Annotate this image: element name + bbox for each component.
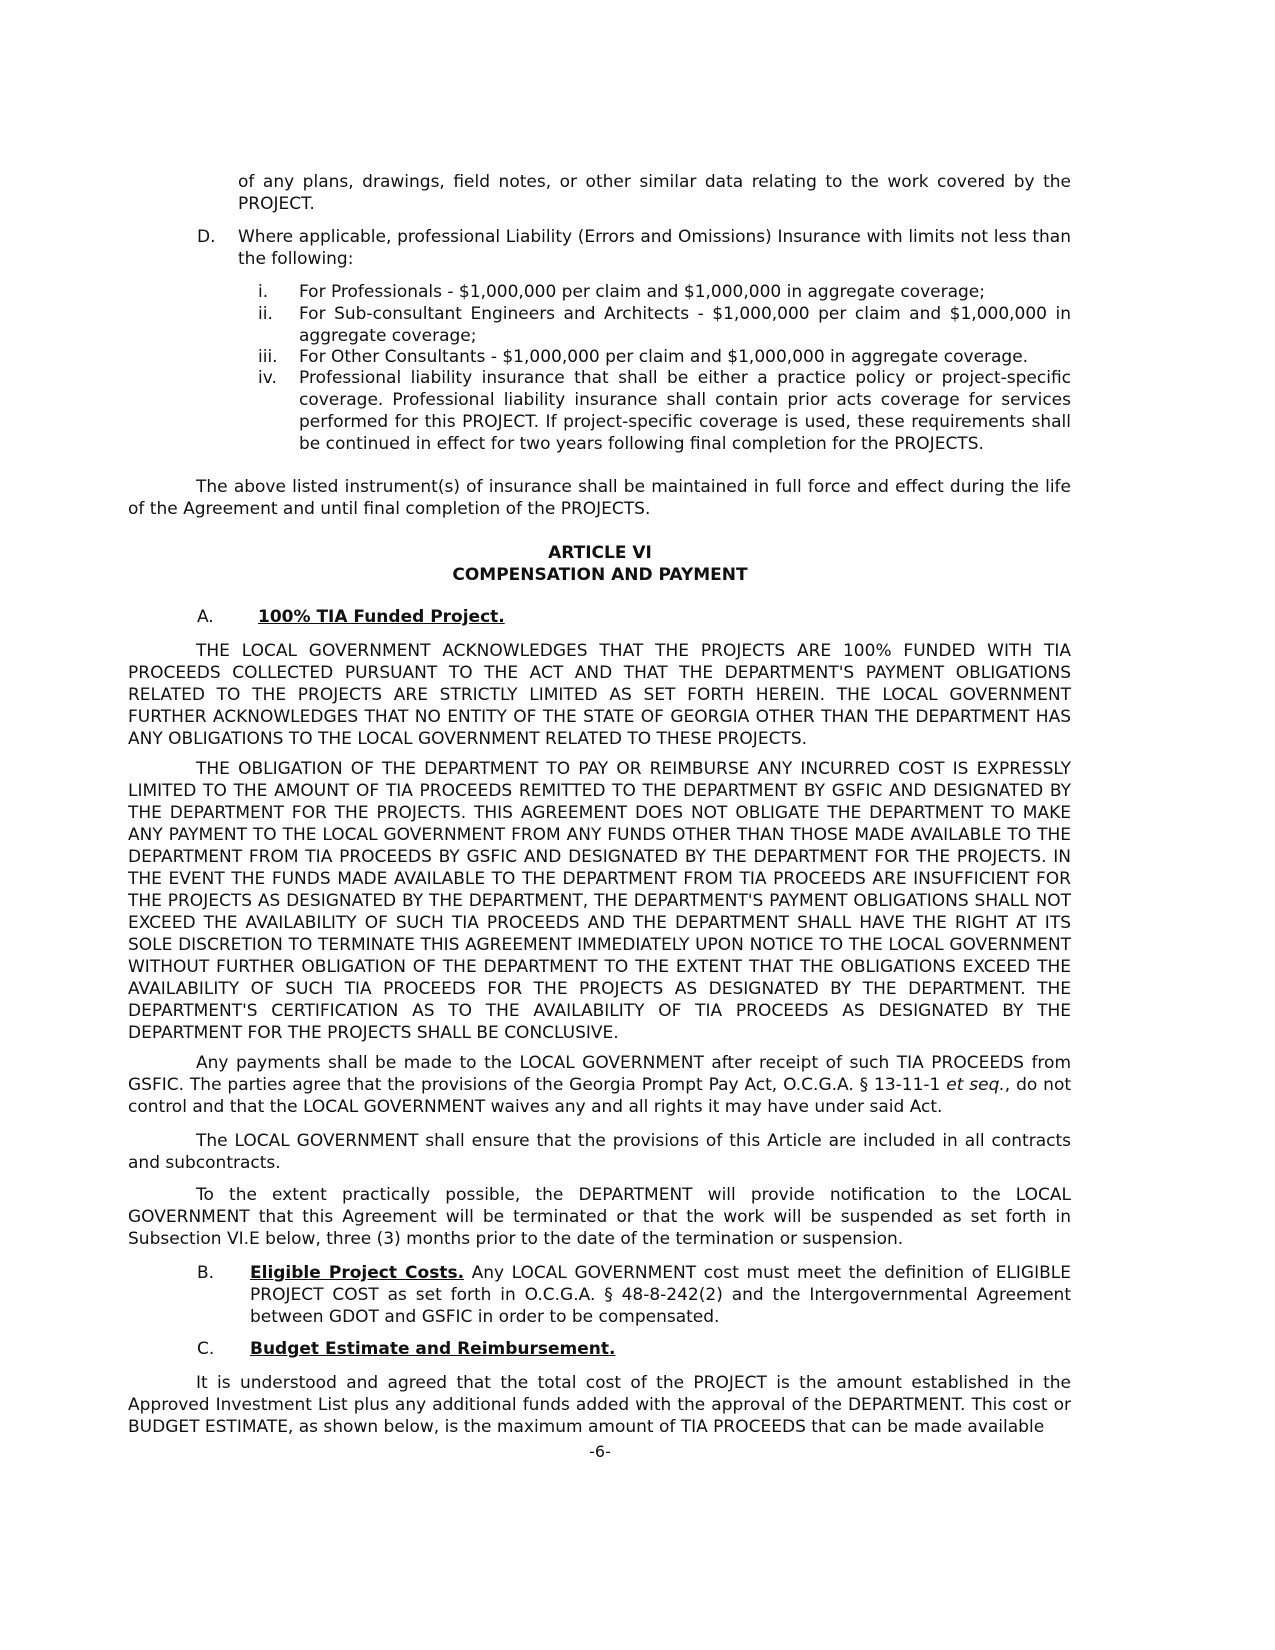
section-a-para-3 (128, 1052, 1071, 1118)
section-a-para-4: The LOCAL GOVERNMENT shall ensure that the provisions of this Article are included in all contracts and subcontracts. (128, 1131, 1071, 1173)
page-number: -6- (589, 1442, 611, 1461)
item-ii-text: For Sub-consultant Engineers and Architects - $1,000,000 per claim and $1,000,000 in aggregate coverage; (299, 304, 1071, 346)
article-title: COMPENSATION AND PAYMENT (452, 565, 748, 585)
et-seq: et seq. (946, 1075, 1005, 1095)
section-d-text: Where applicable, professional Liability (Errors and Omissions) Insurance with limits not less than the following: (238, 227, 1071, 269)
section-a-para-5: To the extent practically possible, the DEPARTMENT will provide notification to the LOCAL GOVERNMENT that this Agreement will be terminated or that the work will be suspended as set forth in Subsection VI.E below, three (3) months prior to the date of the termination or suspension. (128, 1185, 1071, 1249)
section-a-heading: 100% TIA Funded Project. (258, 607, 505, 627)
section-a-letter: A. (197, 607, 214, 627)
section-a-para-2: THE OBLIGATION OF THE DEPARTMENT TO PAY OR REIMBURSE ANY INCURRED COST IS EXPRESSLY LIMITED TO THE AMOUNT OF TIA PROCEEDS REMITTED TO THE DEPARTMENT BY GSFIC AND DESIGNATED BY THE DEPARTMENT FOR THE PROJECTS. THIS AGREEMENT DOES NOT OBLIGATE THE DEPARTMENT TO MAKE ANY PAYMENT TO THE LOCAL GOVERNMENT FROM ANY FUNDS OTHER THAN THOSE MADE AVAILABLE TO THE DEPARTMENT FROM TIA PROCEEDS BY GSFIC AND DESIGNATED BY THE DEPARTMENT FOR THE PROJECTS. IN THE EVENT THE FUNDS MADE AVAILABLE TO THE DEPARTMENT FROM TIA PROCEEDS ARE INSUFFICIENT FOR THE PROJECTS AS DESIGNATED BY THE DEPARTMENT, THE DEPARTMENT'S PAYMENT OBLIGATIONS SHALL NOT EXCEED THE AVAILABILITY OF SUCH TIA PROCEEDS AND THE DEPARTMENT SHALL HAVE THE RIGHT AT ITS SOLE DISCRETION TO TERMINATE THIS AGREEMENT IMMEDIATELY UPON NOTICE TO THE LOCAL GOVERNMENT WITHOUT FURTHER OBLIGATION OF THE DEPARTMENT TO THE EXTENT THAT THE OBLIGATIONS EXCEED THE AVAILABILITY OF SUCH TIA PROCEEDS FOR THE PROJECTS AS DESIGNATED BY THE DEPARTMENT. THE DEPARTMENT'S CERTIFICATION AS TO THE AVAILABILITY OF TIA PROCEEDS AS DESIGNATED BY THE DEPARTMENT FOR THE PROJECTS SHALL BE CONCLUSIVE. (128, 759, 1071, 1043)
section-c-text: It is understood and agreed that the total cost of the PROJECT is the amount established in the Approved Investment List plus any additional funds added with the approval of the DEPARTMENT. This cost or BUDGET ESTIMATE, as shown below, is the maximum amount of TIA PROCEEDS that can be made available (128, 1373, 1071, 1437)
article-number: ARTICLE VI (548, 543, 652, 563)
section-c-letter: C. (197, 1339, 215, 1359)
item-i-text: For Professionals - $1,000,000 per claim and $1,000,000 in aggregate coverage; (299, 282, 985, 302)
item-iv-text: Professional liability insurance that shall be either a practice policy or project-specific coverage. Professional liability insurance shall contain prior acts coverage for services performed for this PROJECT. If project-specific coverage is used, these requirements shall be continued in effect for two years following final completion for the PROJECTS. (299, 368, 1071, 454)
section-b-text: Any LOCAL GOVERNMENT cost must meet the definition of ELIGIBLE PROJECT COST as set forth in O.C.G.A. § 48-8-242(2) and the Intergovernmental Agreement between GDOT and GSFIC in order to be compensated. (250, 1263, 1071, 1327)
para-3-end: , do not control and that the LOCAL GOVERNMENT waives any and all rights it may have under said Act. (128, 1075, 1072, 1117)
insurance-paragraph: The above listed instrument(s) of insurance shall be maintained in full force and effect during the life of the Agreement and until final completion of the PROJECTS. (128, 477, 1071, 519)
section-a-para-1: THE LOCAL GOVERNMENT ACKNOWLEDGES THAT THE PROJECTS ARE 100% FUNDED WITH TIA PROCEEDS COLLECTED PURSUANT TO THE ACT AND THAT THE DEPARTMENT'S PAYMENT OBLIGATIONS RELATED TO THE PROJECTS ARE STRICTLY LIMITED AS SET FORTH HEREIN. THE LOCAL GOVERNMENT FURTHER ACKNOWLEDGES THAT NO ENTITY OF THE STATE OF GEORGIA OTHER THAN THE DEPARTMENT HAS ANY OBLIGATIONS TO THE LOCAL GOVERNMENT RELATED TO THESE PROJECTS. (128, 641, 1071, 749)
item-i-num: i. (258, 282, 269, 302)
section-b-heading: Eligible Project Costs. (250, 1263, 465, 1283)
section-b-letter: B. (197, 1263, 215, 1283)
item-ii-num: ii. (258, 304, 273, 324)
item-iii-num: iii. (258, 347, 278, 367)
item-iv-num: iv. (258, 368, 277, 388)
section-b-paragraph (250, 1262, 1071, 1328)
item-iii-text: For Other Consultants - $1,000,000 per claim and $1,000,000 in aggregate coverage. (299, 347, 1029, 367)
section-c-heading: Budget Estimate and Reimbursement. (250, 1339, 616, 1359)
section-d-letter: D. (197, 227, 216, 247)
intro-continuation: of any plans, drawings, field notes, or other similar data relating to the work covered by the PROJECT. (238, 172, 1071, 214)
para-3-start: Any payments shall be made to the LOCAL GOVERNMENT after receipt of such TIA PROCEEDS from GSFIC. The parties agree that the provisions of the Georgia Prompt Pay Act, O.C.G.A. § 13-11-1 (128, 1053, 1071, 1095)
